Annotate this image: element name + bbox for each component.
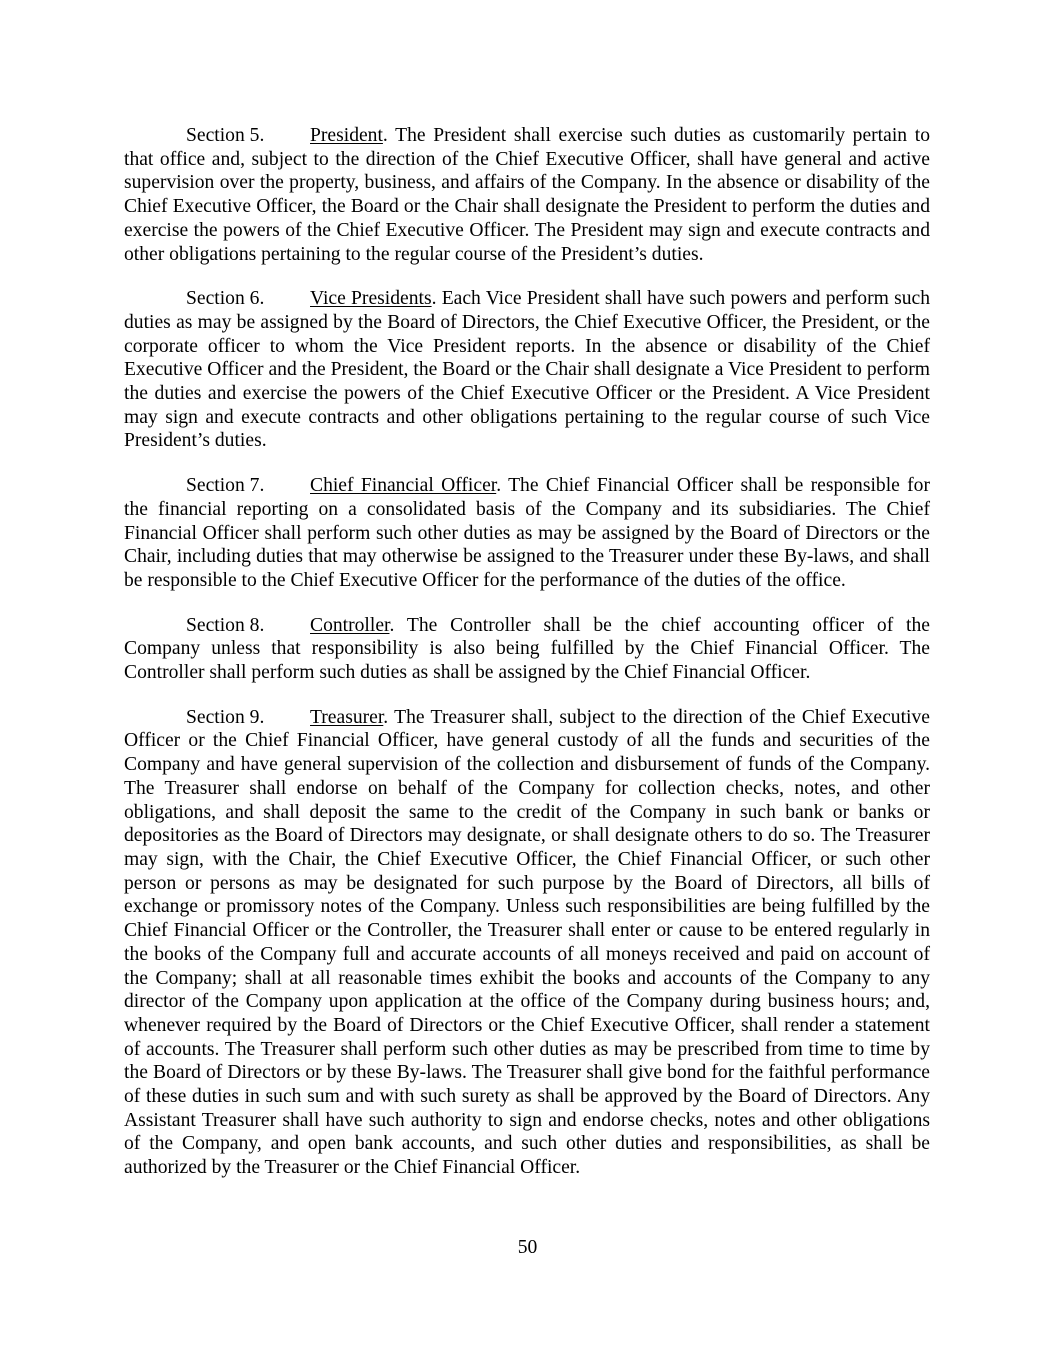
section-7-paragraph — [124, 474, 930, 593]
section-title: Treasurer — [310, 706, 384, 728]
section-body: . Each Vice President shall have such powers and perform such duties as may be assigned by the Board of Directors, the Chief Executive Officer, the President, or the corporate officer to whom the Vice President reports. In the absence or disability of the Chief Executive Officer and the President, the Board or the Chair shall designate a Vice President to perform the duties and exercise the powers of the Chief Executive Officer or the President. A Vice President may sign and execute contracts and other obligations pertaining to the regular course of such Vice President’s duties. — [124, 288, 930, 452]
section-number: Section 6. — [186, 288, 265, 310]
section-8-paragraph — [124, 614, 930, 685]
page-number: 50 — [517, 1237, 538, 1258]
section-body: . The Treasurer shall, subject to the direction of the Chief Executive Officer or the Chief Financial Officer, have general custody of all the funds and securities of the Company and have general supervision of the collection and disbursement of funds of the Company. The Treasurer shall endorse on behalf of the Company for collection checks, notes, and other obligations, and shall deposit the same to the credit of the Company in such bank or banks or depositories as the Board of Directors may designate, or shall designate others to do so. The Treasurer may sign, with the Chair, the Chief Executive Officer, the Chief Financial Officer, or such other person or persons as may be designated for such purpose by the Board of Directors, all bills of exchange or promissory notes of the Company. Unless such responsibilities are being fulfilled by the Chief Financial Officer or the Controller, the Treasurer shall enter or cause to be entered regularly in the books of the Company full and accurate accounts of all moneys received and paid on account of the Company; shall at all reasonable times exhibit the books and accounts of the Company to any director of the Company upon application at the office of the Company during business hours; and, whenever required by the Board of Directors or the Chief Executive Officer, shall render a statement of accounts. The Treasurer shall perform such other duties as may be prescribed from time to time by the Board of Directors or by these By-laws. The Treasurer shall give bond for the faithful performance of these duties in such sum and with such surety as shall be approved by the Board of Directors. Any Assistant Treasurer shall have such authority to sign and endorse checks, notes and other obligations of the Company, and open bank accounts, and such other duties and responsibilities, as shall be authorized by the Treasurer or the Chief Financial Officer. — [124, 706, 930, 1179]
section-number: Section 9. — [186, 706, 265, 728]
section-title: President — [310, 125, 383, 146]
document-page — [124, 124, 930, 1201]
section-number: Section 7. — [186, 475, 265, 497]
section-body: . The Controller shall be the chief accounting officer of the Company unless that responsibility is also being fulfilled by the Chief Financial Officer. The Controller shall perform such duties as shall be assigned by the Chief Financial Officer. — [124, 614, 930, 684]
section-body: . The Chief Financial Officer shall be responsible for the financial reporting on a consolidated basis of the Company and its subsidiaries. The Chief Financial Officer shall perform such other duties as may be assigned by the Board of Directors or the Chair, including duties that may otherwise be assigned to the Treasurer under these By-laws, and shall be responsible to the Chief Executive Officer for the performance of the duties of the office. — [124, 475, 931, 591]
section-5-paragraph — [124, 124, 930, 266]
section-title: Vice Presidents — [310, 288, 432, 310]
section-number: Section 5. — [186, 125, 265, 146]
section-6-paragraph — [124, 287, 930, 453]
section-number: Section 8. — [186, 614, 265, 636]
section-body: . The President shall exercise such duties as customarily pertain to that office and, subject to the direction of the Chief Executive Officer, shall have general and active supervision over the property, business, and affairs of the Company. In the absence or disability of the Chief Executive Officer, the Board or the Chair shall designate the President to perform the duties and exercise the powers of the Chief Executive Officer. The President may sign and execute contracts and other obligations pertaining to the regular course of the President’s duties. — [124, 125, 930, 265]
section-title: Controller — [310, 614, 390, 636]
section-9-paragraph — [124, 706, 930, 1180]
section-title: Chief Financial Officer — [310, 475, 497, 497]
